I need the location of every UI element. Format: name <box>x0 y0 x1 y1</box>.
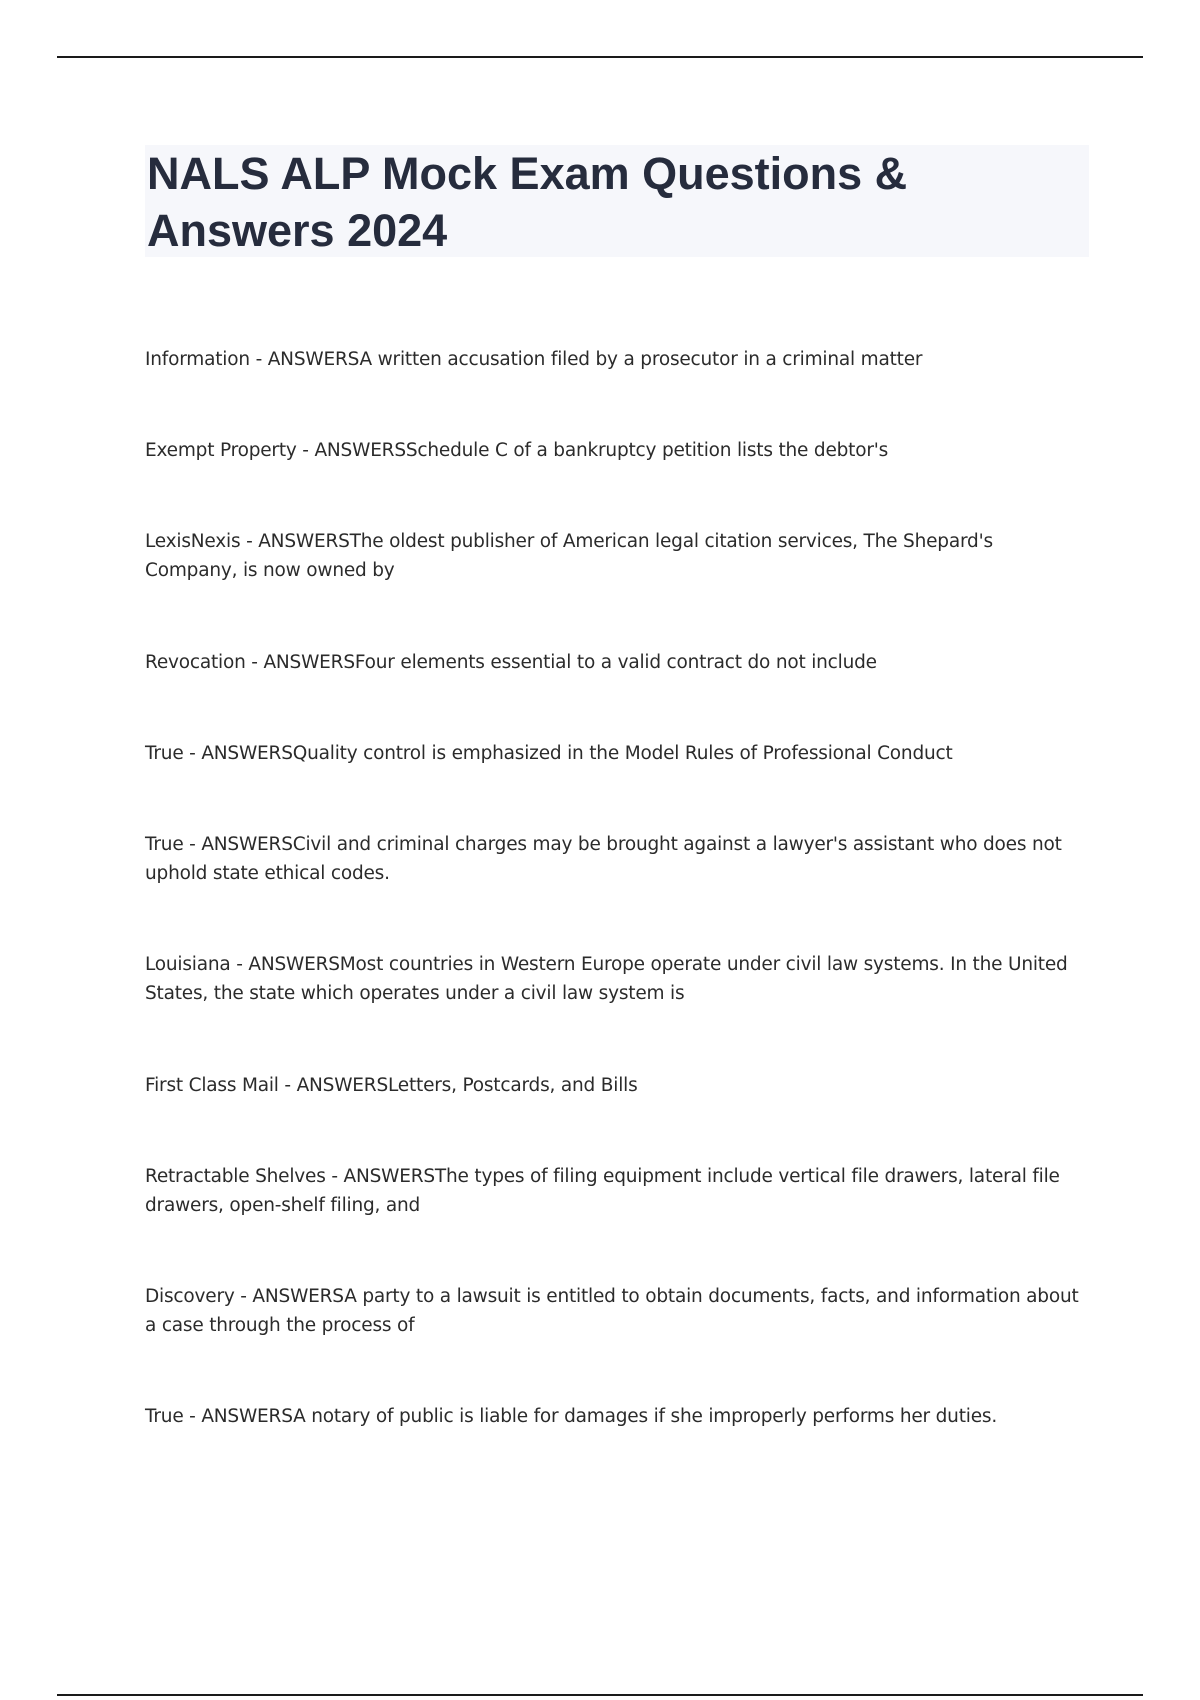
qa-item-1: Information - ANSWERSA written accusation filed by a prosecutor in a criminal matter <box>145 349 923 370</box>
qa-item-9: Retractable Shelves - ANSWERSThe types of filing equipment include vertical file drawers, lateral file drawers, open-shelf filing, and <box>145 1166 1060 1216</box>
qa-item-10: Discovery - ANSWERSA party to a lawsuit is entitled to obtain documents, facts, and information about a case through the process of <box>145 1286 1079 1336</box>
qa-item-5: True - ANSWERSQuality control is emphasized in the Model Rules of Professional Conduct <box>145 743 953 764</box>
qa-item-4: Revocation - ANSWERSFour elements essential to a valid contract do not include <box>145 652 877 673</box>
qa-item-6: True - ANSWERSCivil and criminal charges may be brought against a lawyer's assistant who does not uphold state ethical codes. <box>145 834 1062 884</box>
qa-item-11: True - ANSWERSA notary of public is liable for damages if she improperly performs her duties. <box>145 1406 997 1427</box>
bottom-divider <box>57 1694 1143 1696</box>
qa-item-3: LexisNexis - ANSWERSThe oldest publisher of American legal citation services, The Shepard's Company, is now owned by <box>145 531 993 581</box>
title-block <box>145 145 1089 257</box>
qa-item-8: First Class Mail - ANSWERSLetters, Postcards, and Bills <box>145 1075 638 1096</box>
top-divider <box>57 56 1143 58</box>
qa-item-2: Exempt Property - ANSWERSSchedule C of a bankruptcy petition lists the debtor's <box>145 440 889 461</box>
page-title: NALS ALP Mock Exam Questions & Answers 2024 <box>147 148 908 256</box>
qa-item-7: Louisiana - ANSWERSMost countries in Western Europe operate under civil law systems. In the United States, the state which operates under a civil law system is <box>145 954 1068 1004</box>
